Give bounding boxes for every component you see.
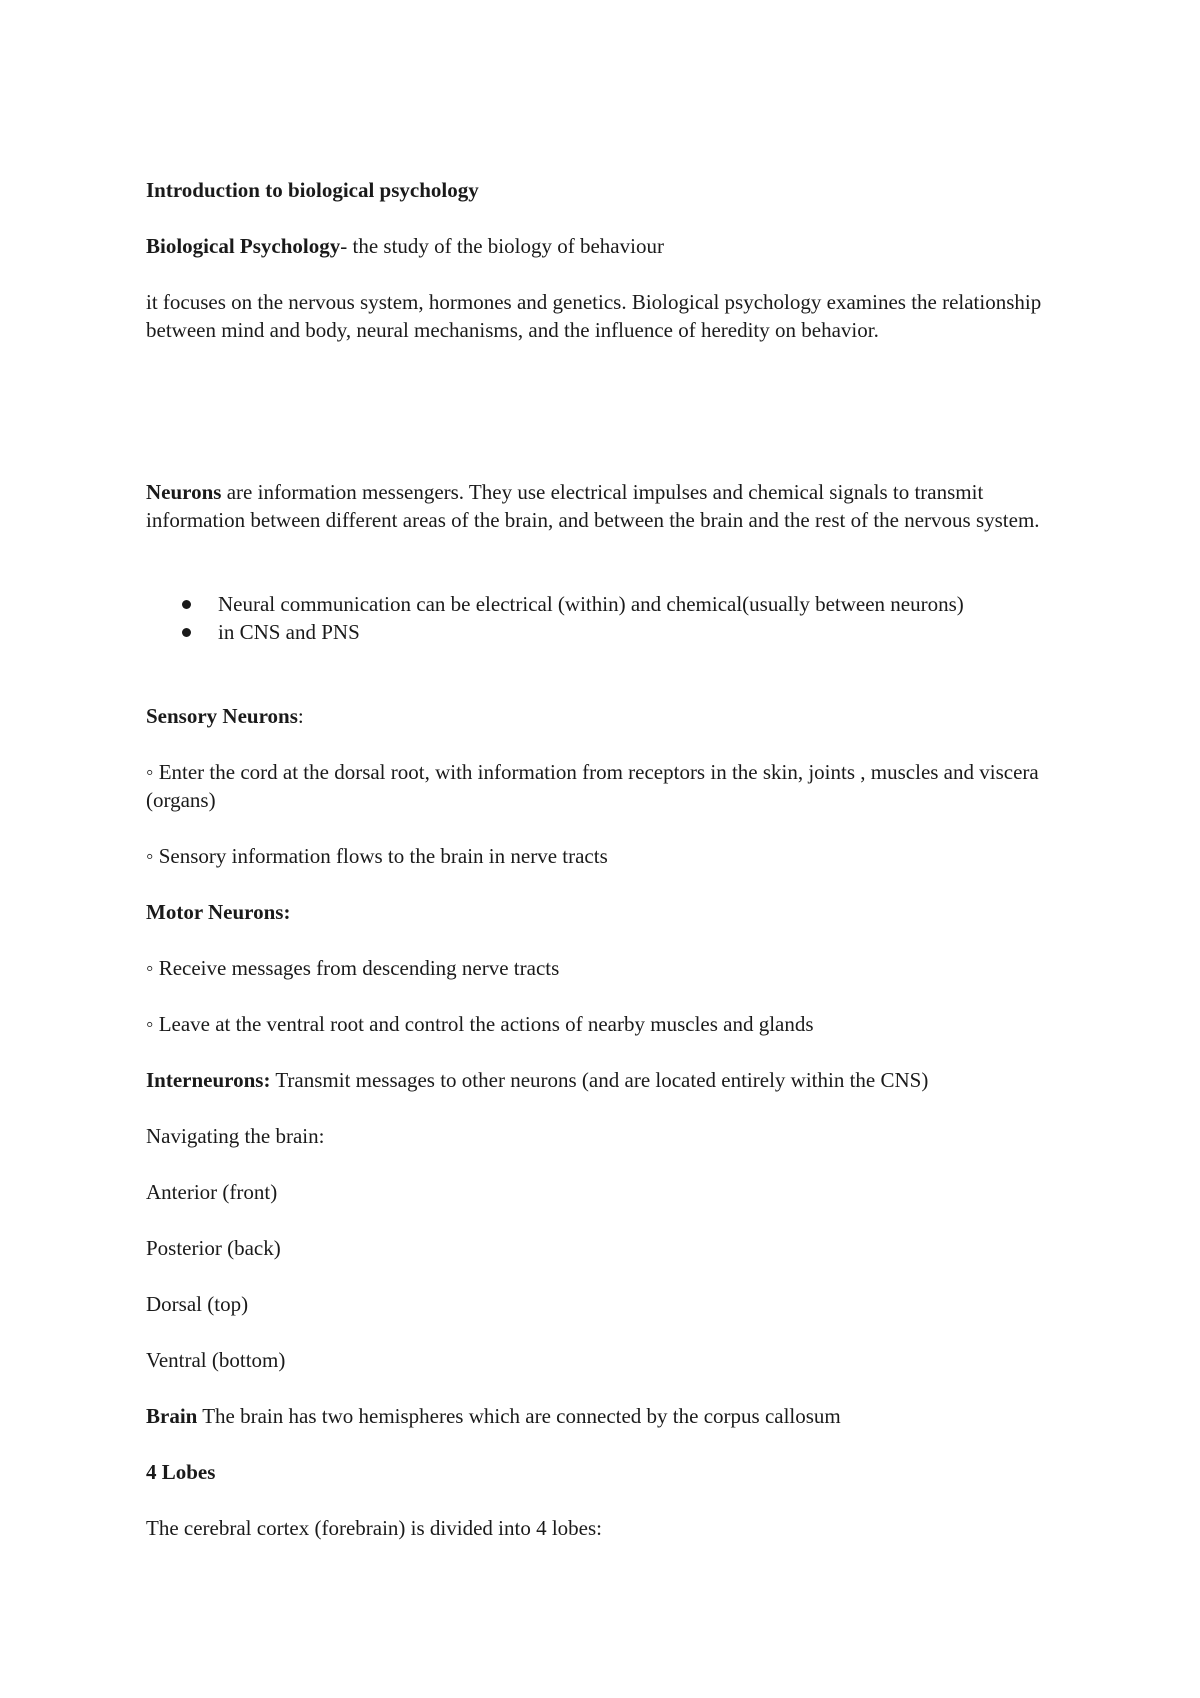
sensory-heading bbox=[146, 702, 1066, 730]
brain-term: Brain bbox=[146, 1404, 198, 1428]
sensory-point: ◦ Enter the cord at the dorsal root, with information from receptors in the skin, joints , muscles and viscera (organs) bbox=[146, 760, 1039, 812]
direction-item: Dorsal (top) bbox=[146, 1292, 249, 1316]
bullet-text: Neural communication can be electrical (within) and chemical(usually between neurons) bbox=[218, 592, 964, 616]
motor-heading: Motor Neurons: bbox=[146, 900, 291, 924]
motor-point: ◦ Leave at the ventral root and control the actions of nearby muscles and glands bbox=[146, 1012, 814, 1036]
intro-paragraph: it focuses on the nervous system, hormones and genetics. Biological psychology examines the relationship between mind and body, neural mechanisms, and the influence of heredity on behavior. bbox=[146, 290, 1042, 342]
navigating-heading: Navigating the brain: bbox=[146, 1124, 325, 1148]
interneurons-paragraph bbox=[146, 1066, 1066, 1094]
bullet-text: in CNS and PNS bbox=[218, 620, 360, 644]
definition-text: - the study of the biology of behaviour bbox=[340, 234, 664, 258]
definition-term: Biological Psychology bbox=[146, 234, 341, 258]
direction-item: Anterior (front) bbox=[146, 1180, 278, 1204]
motor-point: ◦ Receive messages from descending nerve tracts bbox=[146, 956, 560, 980]
definition-paragraph bbox=[146, 232, 1066, 260]
bullet-list bbox=[146, 590, 1066, 646]
neurons-text: are information messengers. They use electrical impulses and chemical signals to transmit information between different areas of the brain, and between the brain and the rest of the nervous system. bbox=[146, 480, 1040, 532]
neurons-term: Neurons bbox=[146, 480, 222, 504]
lobes-paragraph: The cerebral cortex (forebrain) is divided into 4 lobes: bbox=[146, 1516, 602, 1540]
bullet-item bbox=[146, 618, 1066, 646]
bullet-dot-icon bbox=[182, 628, 191, 637]
brain-text: The brain has two hemispheres which are connected by the corpus callosum bbox=[197, 1404, 841, 1428]
sensory-heading-suffix: : bbox=[297, 704, 304, 728]
lobes-heading: 4 Lobes bbox=[146, 1460, 216, 1484]
sensory-point: ◦ Sensory information flows to the brain in nerve tracts bbox=[146, 844, 608, 868]
interneurons-text: Transmit messages to other neurons (and are located entirely within the CNS) bbox=[270, 1068, 929, 1092]
neurons-paragraph bbox=[146, 478, 1066, 534]
sensory-heading-label: Sensory Neurons bbox=[146, 704, 298, 728]
brain-paragraph bbox=[146, 1402, 1066, 1430]
bullet-dot-icon bbox=[182, 600, 191, 609]
direction-item: Ventral (bottom) bbox=[146, 1348, 286, 1372]
interneurons-term: Interneurons: bbox=[146, 1068, 271, 1092]
document-title: Introduction to biological psychology bbox=[146, 178, 479, 202]
direction-item: Posterior (back) bbox=[146, 1236, 281, 1260]
bullet-item bbox=[146, 590, 1066, 618]
